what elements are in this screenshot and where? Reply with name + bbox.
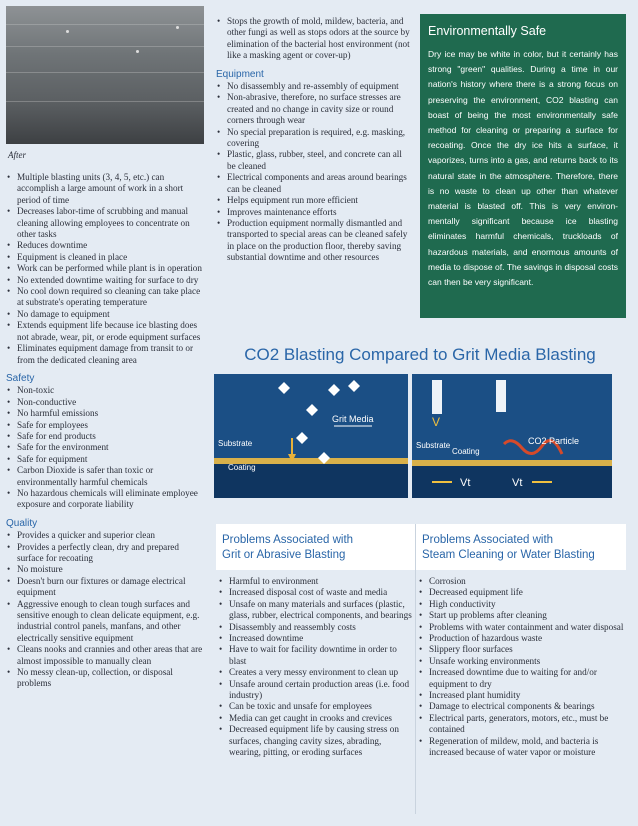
co2-particle-diagram — [412, 374, 612, 498]
list-item: • Decreased equipment life by causing stress on surfaces, changing cavity sizes, abrading, wearing, pitting, or eroding surfaces — [218, 724, 414, 758]
list-item: • Safe for the environment — [6, 442, 204, 453]
photo-caption: After — [8, 150, 26, 160]
list-item: • Provides a perfectly clean, dry and prepared surface for recoating — [6, 542, 204, 565]
list-item: • Aggressive enough to clean tough surfaces and sensitive enough to clean delicate equipment, e.g. industrial control panels, manfans, and other electrically sensitive equipment — [6, 599, 204, 645]
list-item: • Safe for end products — [6, 431, 204, 442]
steam-problems-list-wrap — [418, 576, 624, 759]
steam-problems-list — [418, 576, 624, 759]
safety-list — [6, 385, 204, 510]
grit-media-label: Grit Media — [332, 414, 374, 424]
list-item: • Increased downtime — [218, 633, 414, 644]
safety-heading: Safety — [6, 372, 35, 384]
list-item: • No extended downtime waiting for surface to dry — [6, 275, 204, 286]
after-photo — [6, 6, 204, 144]
grit-problems-heading-line1: Problems Associated with — [222, 534, 354, 546]
quality-list — [6, 530, 204, 690]
substrate-label: Substrate — [218, 439, 253, 448]
list-item: • Plastic, glass, rubber, steel, and concrete can all be cleaned — [216, 149, 412, 172]
list-item: • Slippery floor surfaces — [418, 644, 624, 655]
grit-media-diagram — [214, 374, 408, 498]
list-item: • No hazardous chemicals will eliminate employee exposure and corporate liability — [6, 488, 204, 511]
list-item: • Safe for employees — [6, 420, 204, 431]
left-column — [6, 172, 204, 690]
environmentally-safe-box — [420, 14, 626, 318]
list-item: • Reduces downtime — [6, 240, 204, 251]
list-item: • Non-abrasive, therefore, no surface stresses are created and no change in cavity size or round corners through wear — [216, 92, 412, 126]
list-item: • Regeneration of mildew, mold, and bacteria is increased because of water vapor or moisture — [418, 736, 624, 759]
grit-diagram-svg — [214, 374, 408, 498]
list-item: • No messy clean-up, collection, or disposal problems — [6, 667, 204, 690]
steam-problems-heading-line1: Problems Associated with — [422, 534, 554, 546]
list-item: • Non-conductive — [6, 397, 204, 408]
list-item: • Creates a very messy environment to clean up — [218, 667, 414, 678]
list-item: • Work can be performed while plant is in operation — [6, 263, 204, 274]
middle-column — [216, 16, 412, 264]
list-item: • Can be toxic and unsafe for employees — [218, 701, 414, 712]
coating-label: Coating — [452, 447, 480, 456]
list-item: • Safe for equipment — [6, 454, 204, 465]
dry-ice-pellet — [496, 380, 506, 412]
quality-heading: Quality — [6, 517, 38, 529]
list-item: • Electrical components and areas around bearings can be cleaned — [216, 172, 412, 195]
co2-diagram-svg — [412, 374, 612, 498]
list-item: • Eliminates equipment damage from transit to or from the dedicated cleaning area — [6, 343, 204, 366]
list-item: • Increased plant humidity — [418, 690, 624, 701]
co2-particle-label: CO2 Particle — [528, 436, 580, 446]
list-item: • No disassembly and re-assembly of equipment — [216, 81, 412, 92]
substrate-label: Substrate — [416, 441, 451, 450]
list-item: • Unsafe around certain production areas (i.e. food industry) — [218, 679, 414, 702]
hygiene-list — [216, 16, 412, 62]
steam-problems-heading — [416, 524, 626, 570]
vt-label-right: Vt — [512, 477, 523, 489]
list-item: • Media can get caught in crooks and crevices — [218, 713, 414, 724]
list-item: • No special preparation is required, e.g. masking, covering — [216, 127, 412, 150]
list-item: • Improves maintenance efforts — [216, 207, 412, 218]
environment-box-title: Environmentally Safe — [428, 24, 547, 38]
velocity-label: V — [432, 415, 441, 429]
list-item: • No harmful emissions — [6, 408, 204, 419]
list-item: • Increased disposal cost of waste and media — [218, 587, 414, 598]
equipment-list — [216, 81, 412, 264]
list-item: • Stops the growth of mold, mildew, bacteria, and other fungi as well as stops odors at the source by elimination of the bacterial host environment (not like a masking agent or cover-up) — [216, 16, 412, 62]
list-item: • Helps equipment run more efficient — [216, 195, 412, 206]
list-item: • Harmful to environment — [218, 576, 414, 587]
list-item: • Multiple blasting units (3, 4, 5, etc.) can accomplish a large amount of work in a short period of time — [6, 172, 204, 206]
list-item: • Increased downtime due to waiting for and/or equipment to dry — [418, 667, 624, 690]
grit-problems-list-wrap — [218, 576, 414, 759]
list-item: • No moisture — [6, 564, 204, 575]
list-item: • No damage to equipment — [6, 309, 204, 320]
coating-layer — [412, 460, 612, 466]
list-item: • Production equipment normally dismantled and transported to special areas can be cleaned safely in place on the production floor, thereby saving substantial downtime and other resources — [216, 218, 412, 264]
equipment-heading: Equipment — [216, 68, 264, 80]
list-item: • Extends equipment life because ice blasting does not abrade, wear, pit, or erode equipment surfaces — [6, 320, 204, 343]
list-item: • Doesn't burn our fixtures or damage electrical equipment — [6, 576, 204, 599]
dry-ice-pellet — [432, 380, 442, 414]
grit-problems-list — [218, 576, 414, 759]
list-item: • Unsafe working environments — [418, 656, 624, 667]
vt-label-left: Vt — [460, 477, 471, 489]
list-item: • Cleans nooks and crannies and other areas that are almost impossible to manually clean — [6, 644, 204, 667]
list-item: • Damage to electrical components & bearings — [418, 701, 624, 712]
list-item: • Corrosion — [418, 576, 624, 587]
list-item: • High conductivity — [418, 599, 624, 610]
list-item: • Start up problems after cleaning — [418, 610, 624, 621]
coating-label: Coating — [228, 463, 256, 472]
grit-problems-heading-line2: Grit or Abrasive Blasting — [222, 549, 346, 561]
list-item: • Decreased equipment life — [418, 587, 624, 598]
steam-problems-heading-line2: Steam Cleaning or Water Blasting — [422, 549, 595, 561]
list-item: • Carbon Dioxide is safer than toxic or environmentally harmful chemicals — [6, 465, 204, 488]
list-item: • Decreases labor-time of scrubbing and manual cleaning allowing employees to concentrate on other tasks — [6, 206, 204, 240]
list-item: • Equipment is cleaned in place — [6, 252, 204, 263]
list-item: • Provides a quicker and superior clean — [6, 530, 204, 541]
grit-problems-heading — [216, 524, 416, 570]
list-item: • Problems with water containment and water disposal — [418, 622, 624, 633]
column-divider — [415, 524, 416, 814]
list-item: • Non-toxic — [6, 385, 204, 396]
comparison-title: CO2 Blasting Compared to Grit Media Blasting — [244, 345, 596, 364]
benefits-list — [6, 172, 204, 366]
list-item: • No cool down required so cleaning can take place at substrate's operating temperature — [6, 286, 204, 309]
list-item: • Production of hazardous waste — [418, 633, 624, 644]
environment-box-text: Dry ice may be white in color, but it certainly has strong "green" qualities. During a time in our nation's history where there is a strong focus on preserving the environment, CO2 blasting can boast of being the most environmentally safe method for cleaning or preparing a surface for recoating. Once the dry ice hits a surface, it vaporizes, turns into a gas, and returns back to its natural state in the atmosphere. Therefore, there is no waste to clean up other than whatever material is blasted off. This is very environ-mentally significant because ice blasting eliminates harmful chemicals, truckloads of hazardous materials, and enormous amounts of media to dispose of. The savings in disposal costs can then be very significant. — [428, 49, 618, 288]
list-item: • Unsafe on many materials and surfaces (plastic, glass, rubber, electrical components, and bearings — [218, 599, 414, 622]
list-item: • Electrical parts, generators, motors, etc., must be contained — [418, 713, 624, 736]
list-item: • Disassembly and reassembly costs — [218, 622, 414, 633]
list-item: • Have to wait for facility downtime in order to blast — [218, 644, 414, 667]
